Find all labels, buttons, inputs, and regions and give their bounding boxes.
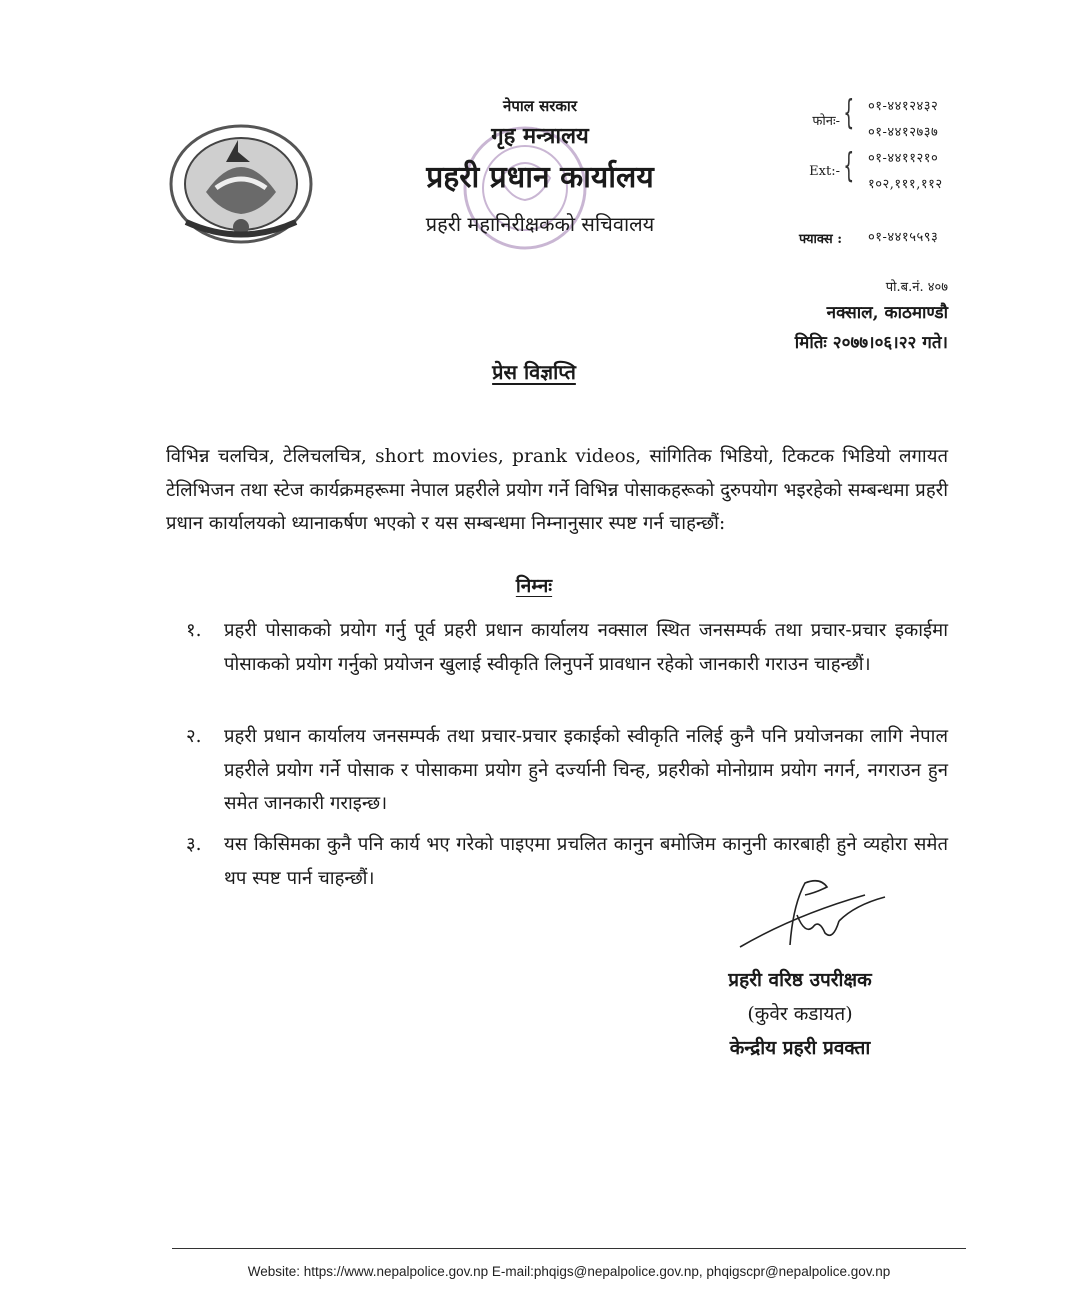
list-item — [186, 720, 948, 821]
document-title: प्रेस विज्ञप्ति — [492, 360, 576, 384]
intro-paragraph: विभिन्न चलचित्र, टेलिचलचित्र, short movies, prank videos, सांगितिक भिडियो, टिकटक भिडियो लगायत टेलिभिजन तथा स्टेज कार्यक्रमहरूमा नेपाल प्रहरीले प्रयोग गर्ने विभिन्न पोसाकहरूको दुरुपयोग भइरहेको सम्बन्धमा प्रहरी प्रधान कार्यालयको ध्यानाकर्षण भएको र यस सम्बन्धमा निम्नानुसार स्पष्ट गर्न चाहन्छौं: — [166, 446, 948, 534]
secretariat-name: प्रहरी महानिरीक्षकको सचिवालय — [425, 212, 655, 236]
list-item-number: १. — [186, 620, 202, 641]
fax-number: ०१-४४१५५९३ — [868, 230, 939, 245]
issue-date: मितिः २०७७।०६।२२ गते। — [794, 333, 948, 353]
nepal-emblem-icon — [166, 122, 316, 247]
phone-number-2: ०१-४४१२७३७ — [868, 125, 939, 140]
ext-number-1: ०१-४४११२१० — [868, 151, 939, 166]
list-item-text: प्रहरी पोसाकको प्रयोग गर्नु पूर्व प्रहरी प्रधान कार्यालय नक्साल स्थित जनसम्पर्क तथा प्रचार-प्रचार इकाईमा पोसाकको प्रयोग गर्नुको प्रयोजन खुलाई स्वीकृति लिनुपर्ने प्रावधान रहेको जानकारी गराउन चाहन्छौं। — [224, 620, 948, 675]
govt-name: नेपाल सरकार — [503, 97, 577, 115]
list-item-text: प्रहरी प्रधान कार्यालय जनसम्पर्क तथा प्रचार-प्रचार इकाईको स्वीकृति नलिई कुनै पनि प्रयोजनका लागि नेपाल प्रहरीले प्रयोग गर्ने पोसाक र पोसाकमा प्रयोग हुने दर्ज्यानी चिन्ह, प्रहरीको मोनोग्राम प्रयोग नगर्न, नगराउन हुन समेत जानकारी गराइन्छ। — [224, 726, 948, 814]
po-box: पो.ब.नं. ४०७ — [885, 280, 948, 295]
list-heading: निम्नः — [515, 575, 553, 597]
ext-number-2: १०२,१११,११२ — [868, 177, 943, 192]
fax-label: फ्याक्स : — [798, 232, 842, 247]
footer-divider — [172, 1248, 966, 1249]
signature-icon — [735, 875, 905, 955]
list-item-number: २. — [186, 726, 202, 747]
phone-number-1: ०१-४४१२४३२ — [868, 99, 939, 114]
office-name: प्रहरी प्रधान कार्यालय — [426, 160, 654, 195]
list-item-text: यस किसिमका कुनै पनि कार्य भए गरेको पाइएमा प्रचलित कानुन बमोजिम कानुनी कारबाही हुने व्यहोरा समेत थप स्पष्ट पार्न चाहन्छौं। — [224, 834, 948, 889]
ministry-name: गृह मन्त्रालय — [491, 123, 589, 149]
phone-label: फोनः- — [812, 114, 840, 129]
list-item-number: ३. — [186, 834, 202, 855]
ext-label: Ext:- — [809, 164, 840, 179]
address-location: नक्साल, काठमाण्डौ — [826, 303, 948, 323]
signatory-rank: प्रहरी वरिष्ठ उपरीक्षक — [728, 969, 872, 991]
signatory-name: (कुवेर कडायत) — [747, 1003, 853, 1025]
signatory-designation: केन्द्रीय प्रहरी प्रवक्ता — [729, 1037, 871, 1059]
ext-brace-icon: { — [843, 146, 855, 186]
footer-contact: Website: https://www.nepalpolice.gov.np E-mail:phqigs@nepalpolice.gov.np, phqigscpr@nepalpolice.gov.np — [247, 1264, 891, 1279]
phone-brace-icon: { — [843, 93, 855, 133]
list-item — [186, 614, 948, 681]
